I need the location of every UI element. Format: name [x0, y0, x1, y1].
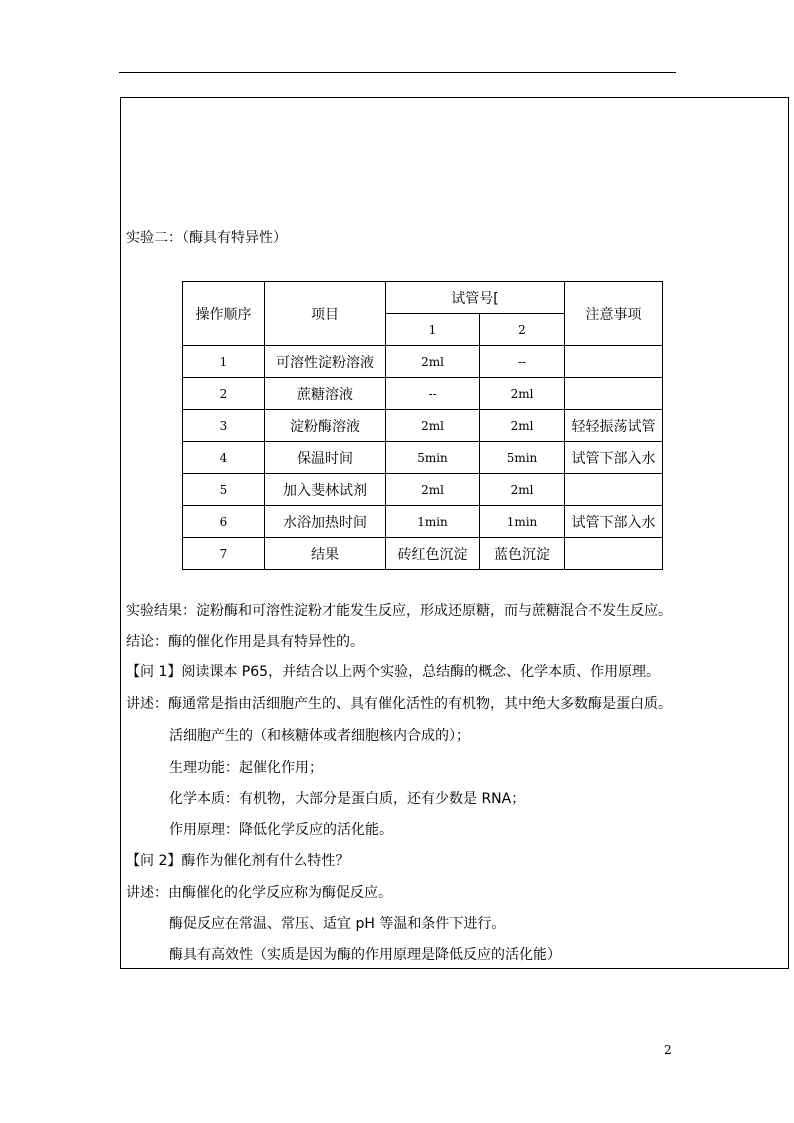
answer-1-point-2: 生理功能：起催化作用；: [169, 760, 323, 776]
page-number: 2: [664, 1043, 672, 1057]
cell-tube-2: 2ml: [480, 410, 565, 442]
cell-step: 1: [183, 346, 265, 378]
cell-tube-2: 2ml: [480, 474, 565, 506]
cell-item: 水浴加热时间: [265, 506, 386, 538]
cell-note: 试管下部入水: [565, 506, 663, 538]
question-1: 【问 1】阅读课本 P65，并结合以上两个实验，总结酶的概念、化学本质、作用原理。: [126, 664, 661, 680]
answer-1-point-4: 作用原理：降低化学反应的活化能。: [169, 822, 393, 838]
cell-tube-2: 1min: [480, 506, 565, 538]
question-2: 【问 2】酶作为催化剂有什么特性？: [126, 853, 350, 869]
cell-step: 2: [183, 378, 265, 410]
answer-1-point-1: 活细胞产生的（和核糖体或者细胞核内合成的）；: [169, 728, 470, 744]
cell-item: 淀粉酶溶液: [265, 410, 386, 442]
cell-item: 结果: [265, 538, 386, 570]
table-row: [183, 410, 663, 442]
cell-tube-1: 2ml: [386, 410, 480, 442]
table-row: [183, 474, 663, 506]
cell-step: 6: [183, 506, 265, 538]
cell-step: 7: [183, 538, 265, 570]
cell-tube-1: 1min: [386, 506, 480, 538]
answer-1-point-3: 化学本质：有机物，大部分是蛋白质，还有少数是 RNA；: [169, 791, 526, 807]
table-row: [183, 442, 663, 474]
cell-item: 蔗糖溶液: [265, 378, 386, 410]
conclusion: 结论：酶的催化作用是具有特异性的。: [126, 634, 364, 650]
cell-item: 保温时间: [265, 442, 386, 474]
answer-2-point-2: 酶具有高效性（实质是因为酶的作用原理是降低反应的活化能）: [169, 947, 561, 963]
cell-tube-1: --: [386, 378, 480, 410]
cell-tube-2: 蓝色沉淀: [480, 538, 565, 570]
answer-2: 讲述：由酶催化的化学反应称为酶促反应。: [126, 885, 392, 901]
cell-tube-1: 2ml: [386, 474, 480, 506]
table-row: [183, 346, 663, 378]
experiment-table: [182, 281, 663, 570]
cell-note: 试管下部入水: [565, 442, 663, 474]
answer-2-point-1: 酶促反应在常温、常压、适宜 pH 等温和条件下进行。: [169, 916, 506, 932]
header-notes: 注意事项: [565, 282, 663, 346]
header-step: 操作顺序: [183, 282, 265, 346]
cell-item: 加入斐林试剂: [265, 474, 386, 506]
cell-step: 4: [183, 442, 265, 474]
cell-note: [565, 474, 663, 506]
header-item: 项目: [265, 282, 386, 346]
header-tube-1: 1: [386, 314, 480, 346]
cell-step: 3: [183, 410, 265, 442]
table-row: [183, 378, 663, 410]
cell-note: [565, 538, 663, 570]
table-row: [183, 538, 663, 570]
cell-tube-1: 2ml: [386, 346, 480, 378]
answer-1: 讲述：酶通常是指由活细胞产生的、具有催化活性的有机物，其中绝大多数酶是蛋白质。: [126, 696, 672, 712]
cell-tube-1: 砖红色沉淀: [386, 538, 480, 570]
cell-item: 可溶性淀粉溶液: [265, 346, 386, 378]
cell-tube-2: 5min: [480, 442, 565, 474]
header-tube-no: 试管号[: [386, 282, 565, 314]
cell-step: 5: [183, 474, 265, 506]
cell-note: [565, 346, 663, 378]
table-row: [183, 506, 663, 538]
cell-tube-2: 2ml: [480, 378, 565, 410]
cell-tube-2: --: [480, 346, 565, 378]
header-tube-2: 2: [480, 314, 565, 346]
cell-note: 轻轻振荡试管: [565, 410, 663, 442]
header-rule: [119, 72, 676, 73]
cell-note: [565, 378, 663, 410]
experiment-result: 实验结果：淀粉酶和可溶性淀粉才能发生反应，形成还原糖，而与蔗糖混合不发生反应。: [126, 603, 672, 619]
experiment-2-title: 实验二：（酶具有特异性）: [126, 230, 287, 246]
cell-tube-1: 5min: [386, 442, 480, 474]
